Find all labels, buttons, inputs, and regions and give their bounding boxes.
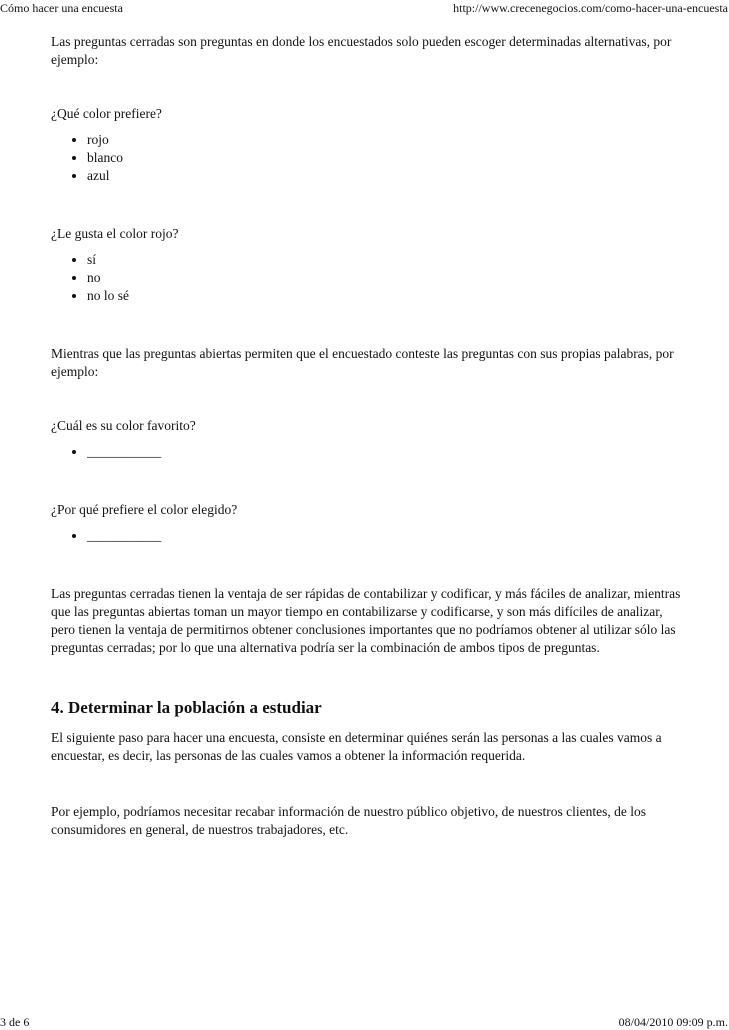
section-4-paragraph-1: El siguiente paso para hacer una encuesta, consiste en determinar quiénes serán las personas a las cuales vamos a encuestar, es decir, las personas de las cuales vamos a obtener la información requerida. <box>51 730 662 763</box>
question-4-answer <box>51 527 686 545</box>
list-item: • no <box>87 269 686 287</box>
list-item: • sí <box>87 251 686 269</box>
question-4: ¿Por qué prefiere el color elegido? <box>51 502 238 517</box>
answer-blank: • ___________ <box>87 527 686 545</box>
question-1: ¿Qué color prefiere? <box>51 106 162 121</box>
list-item: • blanco <box>87 149 686 167</box>
page-number: 3 de 6 <box>0 1015 30 1029</box>
list-item: • azul <box>87 167 686 185</box>
page-url: http://www.crecenegocios.com/como-hacer-una-encuesta <box>453 1 728 15</box>
list-item: • no lo sé <box>87 287 686 305</box>
open-questions-intro: Mientras que las preguntas abiertas permiten que el encuestado conteste las preguntas con sus propias palabras, por ejemplo: <box>51 346 674 379</box>
list-item: • rojo <box>87 131 686 149</box>
print-footer <box>0 1014 729 1030</box>
closed-questions-intro: Las preguntas cerradas son preguntas en donde los encuestados solo pueden escoger determinadas alternativas, por ejemplo: <box>51 34 672 67</box>
question-2: ¿Le gusta el color rojo? <box>51 226 179 241</box>
page-title: Cómo hacer una encuesta <box>0 1 123 15</box>
question-2-options <box>51 251 686 305</box>
article-content <box>51 33 686 839</box>
answer-blank: • ___________ <box>87 443 686 461</box>
print-datetime: 08/04/2010 09:09 p.m. <box>618 1015 728 1029</box>
question-3: ¿Cuál es su color favorito? <box>51 418 196 433</box>
section-4-heading: 4. Determinar la población a estudiar <box>51 698 322 717</box>
comparison-paragraph: Las preguntas cerradas tienen la ventaja de ser rápidas de contabilizar y codificar, y más fáciles de analizar, mientras que las preguntas abiertas toman un mayor tiempo en contabilizarse y codificarse, y son más difíciles de analizar, pero tienen la ventaja de permitirnos obtener conclusiones importantes que no podríamos obtener al utilizar sólo las preguntas cerradas; por lo que una alternativa podría ser la combinación de ambos tipos de preguntas. <box>51 586 681 655</box>
section-4-paragraph-2: Por ejemplo, podríamos necesitar recabar información de nuestro público objetivo, de nuestros clientes, de los consumidores en general, de nuestros trabajadores, etc. <box>51 804 646 837</box>
question-3-answer <box>51 443 686 461</box>
question-1-options <box>51 131 686 185</box>
print-header <box>0 0 729 16</box>
